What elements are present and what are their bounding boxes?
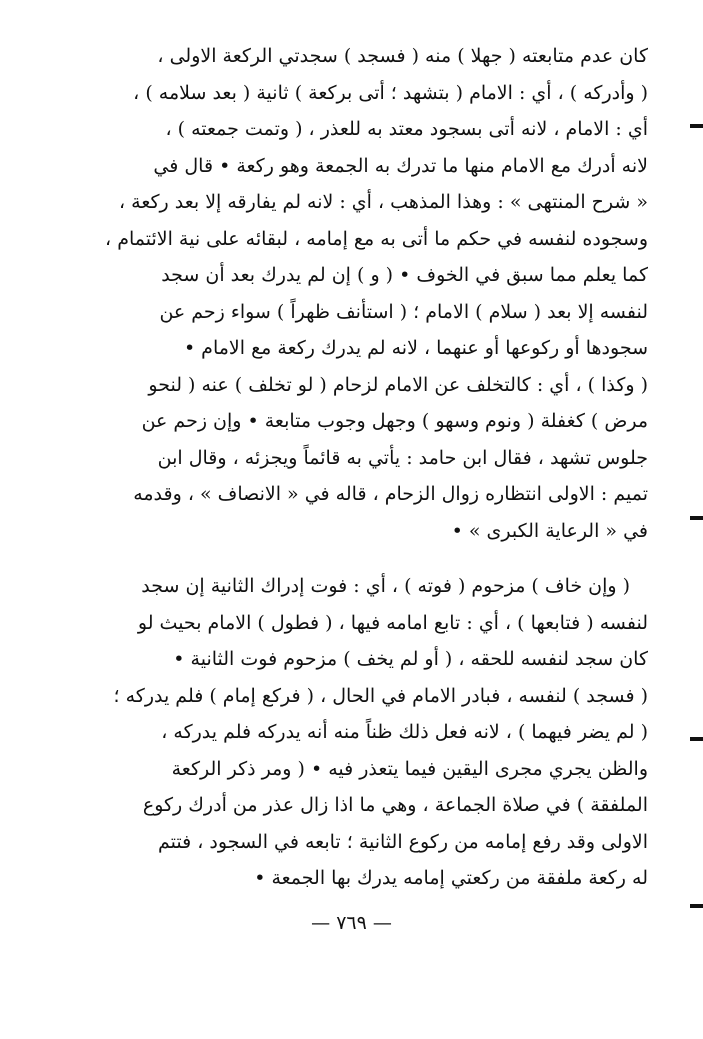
text-line: ( فسجد ) لنفسه ، فبادر الامام في الحال ، ( فركع إمام ) فلم يدركه ؛ — [113, 684, 648, 707]
scan-edge-mark — [690, 124, 703, 128]
text-line: له ركعة ملفقة من ركعتي إمامه يدرك بها الجمعة • — [254, 867, 648, 889]
text-line: مرض ) كغفلة ( ونوم وسهو ) وجهل وجوب متابعة • وإن زحم عن — [141, 410, 648, 432]
page-number: — ٧٦٩ — — [311, 912, 392, 934]
text-line: لنفسه ( فتابعها ) ، أي : تابع امامه فيها ، ( فطول ) الامام بحيث لو — [137, 611, 648, 634]
text-line: والظن يجري مجرى اليقين فيما يتعذر فيه • ( ومر ذكر الركعة — [171, 757, 648, 780]
paragraph-1 — [48, 38, 648, 549]
text-line: لانه أدرك مع الامام منها ما تدرك به الجمعة وهو ركعة • قال في — [153, 154, 648, 177]
text-line: ( وإن خاف ) مزحوم ( فوته ) ، أي : فوت إدراك الثانية إن سجد — [141, 575, 630, 597]
text-line: ( وكذا ) ، أي : كالتخلف عن الامام لزحام ( لو تخلف ) عنه ( لنحو — [148, 373, 648, 396]
text-line: أي : الامام ، لانه أتى بسجود معتد به للعذر ، ( وتمت جمعته ) ، — [165, 118, 648, 140]
paragraph-2 — [48, 568, 648, 897]
text-line: كان سجد لنفسه للحقه ، ( أو لم يخف ) مزحوم فوت الثانية • — [173, 648, 648, 670]
scan-edge-mark — [690, 516, 703, 520]
text-line: ( لم يضر فيهما ) ، لانه فعل ذلك ظناً منه أنه يدركه فلم يدركه ، — [161, 721, 648, 743]
text-line: كان عدم متابعته ( جهلا ) منه ( فسجد ) سجدتي الركعة الاولى ، — [157, 45, 648, 67]
text-line: « شرح المنتهى » : وهذا المذهب ، أي : لانه لم يفارقه إلا بعد ركعة ، — [118, 191, 648, 213]
text-line: جلوس تشهد ، فقال ابن حامد : يأتي به قائماً ويجزئه ، وقال ابن — [157, 446, 648, 469]
text-line: سجودها أو ركوعها أو عنهما ، لانه لم يدرك ركعة مع الامام • — [183, 337, 648, 359]
text-line: في « الرعاية الكبرى » • — [451, 519, 648, 542]
text-line: الاولى وقد رفع إمامه من ركوع الثانية ؛ تابعه في السجود ، فتتم — [158, 830, 648, 853]
text-line: كما يعلم مما سبق في الخوف • ( و ) إن لم يدرك بعد أن سجد — [161, 264, 648, 286]
scan-edge-mark — [690, 737, 703, 741]
scan-edge-mark — [690, 904, 703, 908]
text-line: لنفسه إلا بعد ( سلام ) الامام ؛ ( استأنف ظهراً ) سواء زحم عن — [159, 300, 648, 323]
text-line: وسجوده لنفسه في حكم ما أتى به مع إمامه ، لبقائه على نية الائتمام ، — [105, 227, 648, 250]
text-line: الملفقة ) في صلاة الجماعة ، وهي ما اذا زال عذر من أدرك ركوع — [142, 794, 648, 816]
text-line: تميم : الاولى انتظاره زوال الزحام ، قاله في « الانصاف » ، وقدمه — [133, 483, 648, 505]
text-line: ( وأدركه ) ، أي : الامام ( بتشهد ؛ أتى بركعة ) ثانية ( بعد سلامه ) ، — [133, 81, 648, 104]
